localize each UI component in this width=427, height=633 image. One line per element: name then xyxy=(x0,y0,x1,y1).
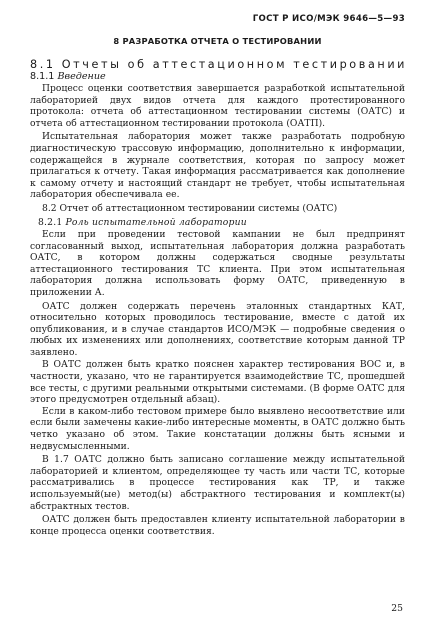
heading-8-2-1-number: 8.2.1 xyxy=(38,216,63,228)
heading-8-2-1 xyxy=(38,217,405,229)
paragraph-5: В ОАТС должен быть кратко пояснен характер тестирования ВОС и, в частности, указано, что не гарантируется взаимодействие ТС, прошедшей все тесты, с другими реальными открытыми системами. (В форме ОАТС для этого предусмотрен отдельный абзац). xyxy=(30,360,405,406)
heading-8-2: 8.2 Отчет об аттестационном тестировании системы (ОАТС) xyxy=(42,202,338,214)
paragraph-3: Если при проведении тестовой кампании не был предпринят согласованный выход, испытательная лаборатория должна разработать ОАТС, в котором должны содержаться сводные результаты аттестационного тестирования ТС клиента. При этом испытательная лаборатория должна использовать форму ОАТС, приведенную в приложении А. xyxy=(30,229,405,298)
section-title: 8 РАЗРАБОТКА ОТЧЕТА О ТЕСТИРОВАНИИ xyxy=(113,36,322,46)
paragraph-7: В 1.7 ОАТС должно быть записано соглашение между испытательной лабораторией и клиентом, определяющее ту часть или части ТС, которые рассматривались в процессе тестирования как ТР, и также используемый(ые) метод(ы) абстрактного тестирования и комплект(ы) абстрактных тестов. xyxy=(30,455,405,512)
heading-8-1: 8.1 Отчеты об аттестационном тестировании xyxy=(30,58,408,71)
standard-header: ГОСТ Р ИСО/МЭК 9646—5—93 xyxy=(252,14,405,24)
heading-8-1-1-title: Введение xyxy=(57,71,106,82)
paragraph-8: ОАТС должен быть предоставлен клиенту испытательной лаборатории в конце процесса оценки соответствия. xyxy=(30,515,405,537)
heading-8-1-1 xyxy=(30,71,405,83)
heading-8-2-1-title: Роль испытательной лаборатории xyxy=(65,216,247,228)
page-number: 25 xyxy=(391,603,403,614)
paragraph-2: Испытательная лаборатория может также разработать подробную диагностическую трассовую информацию, дополнительно к информации, содержащейся в журнале соответствия, которая по запросу может прилагаться к отчету. Такая информация рассматривается как дополнение к самому отчету и настоящий стандарт не требует, чтобы испытательная лаборатория обеспечивала ее. xyxy=(30,132,405,201)
paragraph-4: ОАТС должен содержать перечень эталонных стандартных КАТ, относительно которых проводилось тестирование, вместе с датой их опубликования, и в случае стандартов ИСО/МЭК — подробные сведения о любых их изменениях или дополнениях, соответствие которым данной ТР заявлено. xyxy=(30,301,405,358)
paragraph-1: Процесс оценки соответствия завершается разработкой испытательной лабораторией двух видов отчета для каждого протестированного протокола: отчета об аттестационном тестировании системы (ОАТС) и отчета об аттестационном тестировании протокола (ОАТП). xyxy=(30,84,405,129)
paragraph-6: Если в каком-либо тестовом примере было выявлено несоответствие или если были замечены какие-либо интересные моменты, в ОАТС должно быть четко указано об этом. Такие констатации должны быть ясными и недвусмысленными. xyxy=(30,406,405,452)
heading-8-1-1-number: 8.1.1 xyxy=(30,71,55,82)
